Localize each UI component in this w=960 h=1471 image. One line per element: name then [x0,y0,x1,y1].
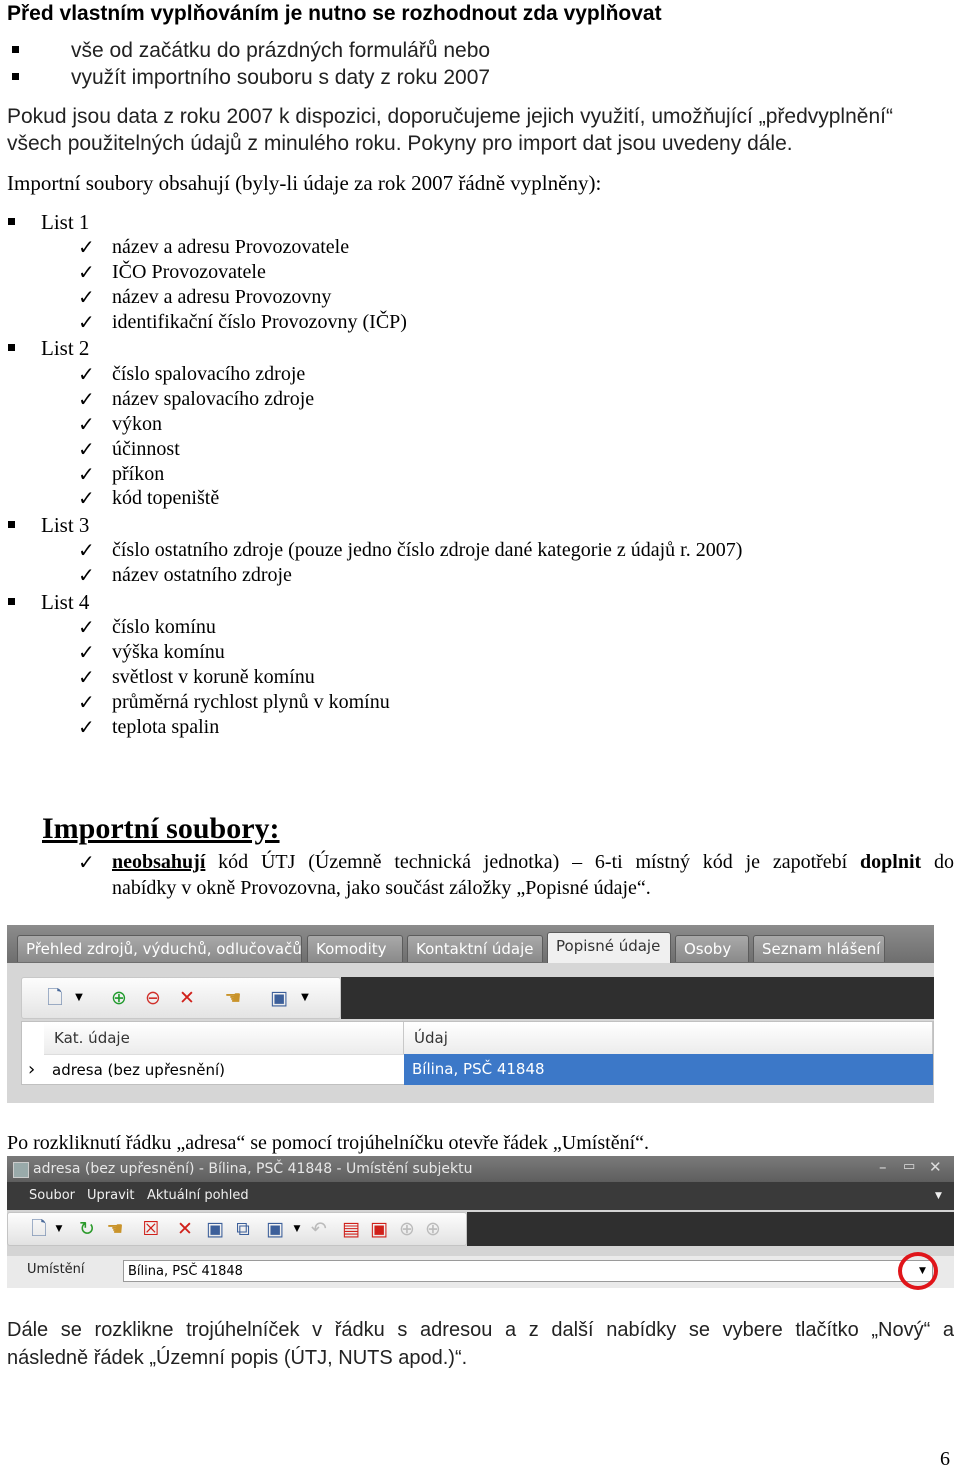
option-text: vše od začátku do prázdných formulářů nebo [71,39,491,62]
disabled-action-icon: ⊕ [399,1218,415,1240]
menu-bar [7,1182,954,1210]
checkmark-icon: ✓ [78,437,95,461]
checkmark-icon: ✓ [78,260,95,284]
menu-upravit[interactable]: Upravit [87,1188,135,1203]
toolbar-background [341,977,934,1019]
note-line [112,851,954,874]
dropdown-arrow-icon[interactable]: ▼ [301,992,309,1003]
tab-popisne-udaje[interactable]: Popisné údaje [547,932,671,963]
square-bullet-icon [8,521,15,528]
checkmark-icon: ✓ [78,412,95,436]
square-bullet-icon [12,46,19,53]
new-document-icon[interactable]: 🗋 [31,1218,47,1240]
checkmark-icon: ✓ [78,387,95,411]
add-record-icon[interactable]: ⊕ [111,987,127,1009]
window-title: adresa (bez upřesnění) - Bílina, PSČ 41848 - Umístění subjektu [7,1156,954,1182]
dropdown-triangle-icon[interactable]: ▼ [919,1266,926,1276]
tab-kontaktni-udaje[interactable]: Kontaktní údaje [407,935,543,962]
stop-icon[interactable]: ▣ [370,1218,388,1240]
undo-icon[interactable]: ↶ [311,1218,327,1240]
disabled-action-icon: ⊕ [425,1218,441,1240]
checkmark-icon: ✓ [78,235,95,259]
list-heading: List 2 [8,336,89,361]
option-item [12,39,490,63]
note-text-end: do [921,851,954,873]
column-header-kategorie[interactable]: Kat. údaje [44,1022,404,1054]
maximize-icon[interactable]: ▭ [903,1159,916,1174]
square-bullet-icon [8,218,15,225]
delete-icon[interactable]: ✕ [179,987,195,1009]
paragraph-line: Pokud jsou data z roku 2007 k dispozici, doporučujeme jejich využití, umožňující „předvyplnění“ [7,105,893,128]
paragraph-line: všech použitelných údajů z minulého roku. Pokyny pro import dat jsou uvedeny dále. [7,132,793,155]
checkmark-icon: ✓ [78,665,95,689]
refresh-icon[interactable]: ↻ [79,1218,95,1240]
tab-bar [7,925,934,963]
list-heading: List 4 [8,590,89,615]
square-bullet-icon [12,73,19,80]
document-red-icon[interactable]: ▤ [342,1218,360,1240]
remove-record-icon[interactable]: ⊖ [145,987,161,1009]
square-bullet-icon [8,344,15,351]
list-item: světlost v koruně komínu [112,666,315,688]
list-item: účinnost [112,438,180,460]
toolbar [21,977,341,1019]
list-item: kód topeniště [112,487,220,509]
paragraph-line: následně řádek „Územní popis (ÚTJ, NUTS apod.)“. [7,1347,468,1369]
list-item: název spalovacího zdroje [112,388,315,410]
provozovna-screenshot [7,925,934,1103]
option-item [12,66,490,90]
square-bullet-icon [8,598,15,605]
list-item: číslo ostatního zdroje (pouze jedno číslo zdroje dané kategorie z údajů r. 2007) [112,539,743,561]
save-icon[interactable]: ▣ [270,987,288,1009]
tab-prehled-zdroju[interactable]: Přehled zdrojů, výduchů, odlučovačů [17,935,302,962]
umisteni-field[interactable]: Bílina, PSČ 41848 [123,1260,933,1282]
tab-komodity[interactable]: Komodity [307,935,403,962]
menu-soubor[interactable]: Soubor [29,1188,75,1203]
checkmark-icon: ✓ [78,615,95,639]
row-expand-icon[interactable]: › [28,1059,36,1080]
highlight-circle [898,1252,938,1290]
checkmark-icon: ✓ [78,462,95,486]
list-item: výška komínu [112,641,225,663]
toolbar [7,1212,467,1246]
list-item: název ostatního zdroje [112,564,292,586]
note-line-2: nabídky v okně Provozovna, jako součást záložky „Popisné údaje“. [112,877,651,899]
paragraph-line: Dále se rozklikne trojúhelníček v řádku s adresou a z další nabídky se vybere tlačítko „Nový“ a [7,1319,954,1341]
new-document-icon[interactable]: 🗋 [47,987,63,1009]
list-item: číslo spalovacího zdroje [112,363,306,385]
delete-icon[interactable]: ✕ [177,1218,193,1240]
note-bold: doplnit [860,851,922,873]
list-heading: List 3 [8,513,89,538]
umisteni-row [7,1256,954,1288]
list-item: název a adresu Provozovny [112,286,332,308]
tab-osoby[interactable]: Osoby [675,935,749,962]
checkmark-icon: ✓ [78,538,95,562]
note-underlined: neobsahují [112,851,206,873]
field-label: Umístění [27,1262,85,1277]
save-as-icon[interactable]: ▣ [266,1218,284,1240]
list-item: průměrná rychlost plynů v komínu [112,691,390,713]
checkmark-icon: ✓ [78,715,95,739]
tab-seznam-hlaseni[interactable]: Seznam hlášení [753,935,885,962]
import-intro: Importní soubory obsahují (byly-li údaje za rok 2007 řádně vyplněny): [7,171,602,195]
delete-box-icon[interactable]: ☒ [142,1218,160,1240]
caption: Po rozkliknutí řádku „adresa“ se pomocí trojúhelníčku otevře řádek „Umístění“. [7,1132,650,1154]
checkmark-icon: ✓ [78,690,95,714]
dropdown-arrow-icon[interactable]: ▼ [55,1224,63,1234]
menu-overflow-icon[interactable]: ▼ [935,1191,942,1201]
list-heading: List 1 [8,210,89,235]
list-item: výkon [112,413,162,435]
column-header-udaj[interactable]: Údaj [404,1022,933,1054]
hand-pointer-icon[interactable]: ☚ [224,987,242,1009]
list-item: teplota spalin [112,716,220,738]
checkmark-icon: ✓ [78,640,95,664]
section-title: Importní soubory: [42,812,280,845]
hand-pointer-icon[interactable]: ☚ [106,1218,124,1240]
page-number: 6 [940,1448,950,1470]
dropdown-arrow-icon[interactable]: ▼ [75,992,83,1003]
umisteni-screenshot [7,1156,954,1288]
checkmark-icon: ✓ [78,563,95,587]
checkmark-icon: ✓ [78,362,95,386]
list-item: číslo komínu [112,616,216,638]
list-item: název a adresu Provozovatele [112,236,350,258]
table-row-value[interactable]: Bílina, PSČ 41848 [404,1054,933,1085]
data-grid [21,1021,934,1085]
save-icon[interactable]: ▣ [206,1218,224,1240]
minimize-icon[interactable]: – [879,1158,887,1176]
option-text: využít importního souboru s daty z roku 2007 [71,66,491,89]
checkmark-icon: ✓ [78,285,95,309]
checkmark-icon: ✓ [78,850,95,874]
note-text: kód ÚTJ (Územně technická jednotka) – 6-ti místný kód je zapotřebí [205,851,861,873]
checkmark-icon: ✓ [78,310,95,334]
copy-icon[interactable]: ⧉ [236,1218,250,1240]
table-row-category[interactable]: adresa (bez upřesnění) [44,1054,404,1085]
close-icon[interactable]: ✕ [929,1158,942,1176]
list-item: příkon [112,463,165,485]
intro-heading: Před vlastním vyplňováním je nutno se rozhodnout zda vyplňovat [7,2,662,25]
dropdown-arrow-icon[interactable]: ▼ [293,1224,301,1234]
window-icon [13,1162,29,1178]
menu-aktualni-pohled[interactable]: Aktuální pohled [147,1188,249,1203]
list-item: identifikační číslo Provozovny (IČP) [112,311,407,333]
checkmark-icon: ✓ [78,486,95,510]
list-item: IČO Provozovatele [112,261,266,283]
toolbar-background [467,1212,954,1246]
